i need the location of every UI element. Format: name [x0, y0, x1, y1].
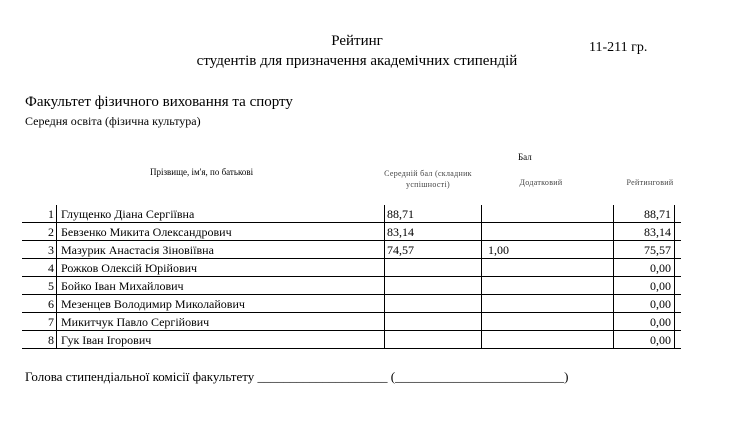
group-label: 11-211 гр. [589, 40, 648, 55]
row-number: 2 [22, 223, 57, 241]
rating-score: 88,71 [614, 205, 675, 223]
rating-score: 0,00 [614, 313, 675, 331]
table-edge [675, 277, 682, 295]
score-group-header: Бал [518, 152, 532, 162]
education-level: Середня освіта (фізична культура) [25, 114, 201, 128]
row-number: 1 [22, 205, 57, 223]
signature-line: Голова стипендіальної комісії факультету ____________________ (__________________________) [25, 369, 569, 384]
average-score: 74,57 [385, 241, 482, 259]
table-row [22, 295, 681, 313]
rating-column-header: Рейтинговий [626, 178, 674, 187]
average-score [385, 331, 482, 349]
average-column-header: Середній бал (складник успішності) [384, 169, 472, 189]
average-score: 88,71 [385, 205, 482, 223]
additional-column-header: Додатковий [519, 178, 563, 187]
additional-score [482, 295, 614, 313]
rating-score: 83,14 [614, 223, 675, 241]
student-name: Мазурик Анастасія Зіновіївна [57, 241, 385, 259]
table-edge [675, 259, 682, 277]
average-score: 83,14 [385, 223, 482, 241]
student-name: Гук Іван Ігорович [57, 331, 385, 349]
rating-score: 75,57 [614, 241, 675, 259]
additional-score: 1,00 [482, 241, 614, 259]
student-name: Микитчук Павло Сергійович [57, 313, 385, 331]
student-name: Бевзенко Микита Олександрович [57, 223, 385, 241]
additional-score [482, 259, 614, 277]
document-title: Рейтинг [331, 33, 383, 49]
rating-score: 0,00 [614, 331, 675, 349]
additional-score [482, 223, 614, 241]
student-name: Рожков Олексій Юрійович [57, 259, 385, 277]
rating-table [22, 205, 681, 349]
additional-score [482, 205, 614, 223]
table-edge [675, 241, 682, 259]
average-score [385, 277, 482, 295]
row-number: 6 [22, 295, 57, 313]
rating-score: 0,00 [614, 259, 675, 277]
row-number: 3 [22, 241, 57, 259]
table-row [22, 313, 681, 331]
table-edge [675, 223, 682, 241]
table-row [22, 277, 681, 295]
average-score [385, 313, 482, 331]
table-edge [675, 331, 682, 349]
row-number: 5 [22, 277, 57, 295]
student-name: Бойко Іван Михайлович [57, 277, 385, 295]
average-score [385, 295, 482, 313]
faculty-name: Факультет фізичного виховання та спорту [25, 94, 293, 110]
row-number: 7 [22, 313, 57, 331]
additional-score [482, 331, 614, 349]
table-row [22, 331, 681, 349]
document-subtitle: студентів для призначення академічних стипендій [196, 53, 518, 69]
average-score [385, 259, 482, 277]
table-edge [675, 205, 682, 223]
table-row [22, 223, 681, 241]
additional-score [482, 313, 614, 331]
student-name: Глущенко Діана Сергіївна [57, 205, 385, 223]
rating-score: 0,00 [614, 277, 675, 295]
row-number: 8 [22, 331, 57, 349]
table-row [22, 205, 681, 223]
table-edge [675, 313, 682, 331]
additional-score [482, 277, 614, 295]
rating-score: 0,00 [614, 295, 675, 313]
row-number: 4 [22, 259, 57, 277]
table-row [22, 259, 681, 277]
student-name: Мезенцев Володимир Миколайович [57, 295, 385, 313]
name-column-header: Прізвище, ім'я, по батькові [150, 167, 254, 177]
table-edge [675, 295, 682, 313]
table-row [22, 241, 681, 259]
